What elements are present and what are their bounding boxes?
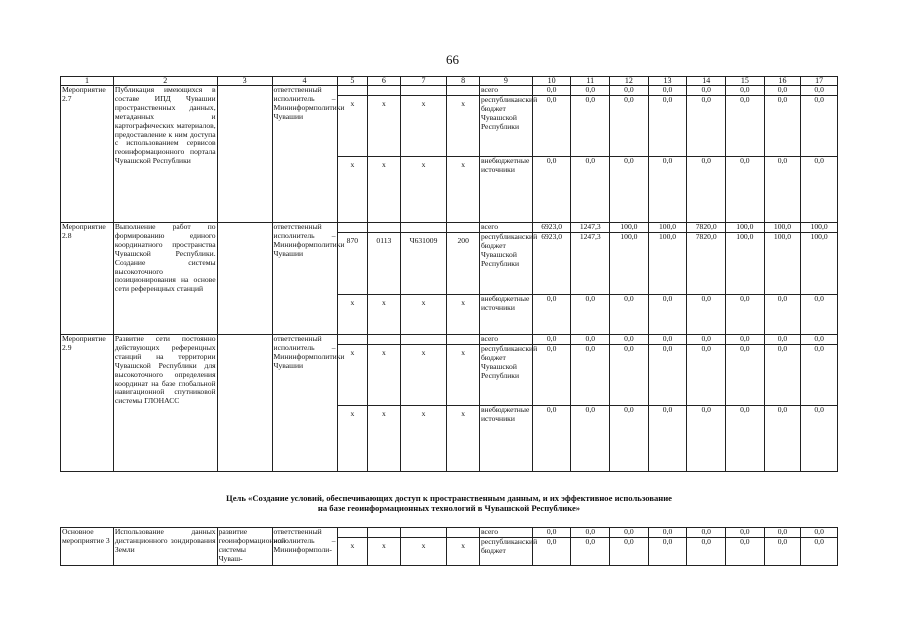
table-row (61, 86, 838, 96)
header-cell: 8 (447, 77, 480, 86)
value-cell: 100,0 (764, 233, 801, 295)
goal-heading-line: на базе геоинформационных технологий в Чувашской Республике» (317, 503, 581, 513)
budget-code-gov: 870 (337, 233, 368, 295)
table-row (61, 528, 838, 538)
empty-cell (337, 223, 368, 233)
value-cell: 0,0 (648, 528, 687, 538)
x-mark: x (400, 406, 447, 472)
value-cell: 0,0 (726, 157, 765, 223)
empty-cell (400, 528, 447, 538)
value-cell: 100,0 (648, 233, 687, 295)
value-cell: 0,0 (687, 345, 726, 406)
x-mark: x (337, 96, 368, 157)
value-cell: 0,0 (610, 406, 649, 472)
value-cell: 0,0 (610, 86, 649, 96)
empty-cell (400, 335, 447, 345)
value-cell: 0,0 (532, 345, 571, 406)
x-mark: x (368, 96, 401, 157)
value-cell: 0,0 (801, 538, 838, 566)
value-cell: 0,0 (648, 538, 687, 566)
x-mark: x (368, 295, 401, 335)
value-cell: 0,0 (610, 528, 649, 538)
value-cell: 1247,3 (571, 223, 610, 233)
value-cell: 0,0 (532, 335, 571, 345)
value-cell: 0,0 (648, 86, 687, 96)
table-row (61, 223, 838, 233)
source-label: внебюджетные источники (479, 157, 532, 223)
x-mark: x (337, 295, 368, 335)
value-cell: 0,0 (571, 345, 610, 406)
x-mark: x (337, 406, 368, 472)
value-cell: 0,0 (571, 86, 610, 96)
value-cell: 0,0 (532, 538, 571, 566)
budget-code-section: 0113 (368, 233, 401, 295)
value-cell: 0,0 (801, 528, 838, 538)
x-mark: x (368, 345, 401, 406)
empty-cell (447, 86, 480, 96)
source-label: внебюджетные источники (479, 295, 532, 335)
event-responsible: ответственный исполнитель – Мининформполи- (272, 528, 337, 566)
x-mark: x (447, 157, 480, 223)
value-cell: 0,0 (764, 86, 801, 96)
event-goal: развитие геоинформационной системы Чуваш- (217, 528, 272, 566)
value-cell: 0,0 (726, 528, 765, 538)
value-cell: 0,0 (687, 295, 726, 335)
x-mark: x (400, 96, 447, 157)
x-mark: x (400, 157, 447, 223)
header-cell: 9 (479, 77, 532, 86)
value-cell: 0,0 (648, 335, 687, 345)
value-cell: 0,0 (610, 538, 649, 566)
value-cell: 0,0 (532, 406, 571, 472)
source-label: всего (479, 335, 532, 345)
header-cell: 10 (532, 77, 571, 86)
value-cell: 0,0 (764, 345, 801, 406)
value-cell: 0,0 (687, 86, 726, 96)
value-cell: 0,0 (532, 528, 571, 538)
header-cell: 7 (400, 77, 447, 86)
program-table (60, 76, 838, 472)
x-mark: x (368, 538, 401, 566)
event-goal (217, 335, 272, 472)
empty-cell (400, 223, 447, 233)
value-cell: 0,0 (726, 295, 765, 335)
header-cell: 12 (610, 77, 649, 86)
event-responsible: ответственный исполнитель – Мининформполитики Чувашии (272, 223, 337, 335)
value-cell: 0,0 (687, 96, 726, 157)
empty-cell (337, 528, 368, 538)
value-cell: 0,0 (687, 335, 726, 345)
value-cell: 0,0 (532, 96, 571, 157)
x-mark: x (337, 538, 368, 566)
header-cell: 2 (113, 77, 217, 86)
value-cell: 6923,0 (532, 223, 571, 233)
value-cell: 0,0 (801, 157, 838, 223)
value-cell: 0,0 (610, 345, 649, 406)
value-cell: 0,0 (571, 528, 610, 538)
value-cell: 7820,0 (687, 223, 726, 233)
value-cell: 100,0 (610, 223, 649, 233)
source-label: республиканский бюджет Чувашской Республики (479, 345, 532, 406)
value-cell: 100,0 (801, 223, 838, 233)
value-cell: 0,0 (648, 295, 687, 335)
header-cell: 16 (764, 77, 801, 86)
empty-cell (368, 223, 401, 233)
value-cell: 100,0 (648, 223, 687, 233)
event-title: Развитие сети постоянно действующих референцных станций на территории Чувашской Республики для высокоточного определения координат на базе глобальной навигационной спутниковой системы ГЛОНАСС (113, 335, 217, 472)
value-cell: 0,0 (764, 528, 801, 538)
x-mark: x (447, 406, 480, 472)
x-mark: x (400, 345, 447, 406)
value-cell: 0,0 (532, 86, 571, 96)
value-cell: 0,0 (532, 295, 571, 335)
value-cell: 0,0 (764, 96, 801, 157)
value-cell: 0,0 (726, 96, 765, 157)
x-mark: x (337, 157, 368, 223)
value-cell: 0,0 (801, 345, 838, 406)
empty-cell (400, 86, 447, 96)
value-cell: 0,0 (801, 86, 838, 96)
event-title: Использование данных дистанционного зондирования Земли (113, 528, 217, 566)
event-responsible: ответственный исполнитель – Мининформполитики Чувашии (272, 335, 337, 472)
x-mark: x (368, 157, 401, 223)
value-cell: 0,0 (610, 96, 649, 157)
x-mark: x (447, 538, 480, 566)
value-cell: 0,0 (726, 86, 765, 96)
value-cell: 0,0 (571, 96, 610, 157)
value-cell: 0,0 (610, 335, 649, 345)
event-goal (217, 86, 272, 223)
header-cell: 4 (272, 77, 337, 86)
event-code: Мероприятие 2.9 (61, 335, 114, 472)
source-label: республиканский бюджет Чувашской Республики (479, 96, 532, 157)
event-code: Мероприятие 2.7 (61, 86, 114, 223)
x-mark: x (400, 538, 447, 566)
value-cell: 1247,3 (571, 233, 610, 295)
x-mark: x (400, 295, 447, 335)
value-cell: 0,0 (726, 406, 765, 472)
goal-heading (90, 493, 808, 513)
value-cell: 0,0 (532, 157, 571, 223)
empty-cell (368, 335, 401, 345)
value-cell: 0,0 (764, 406, 801, 472)
value-cell: 0,0 (764, 157, 801, 223)
event-title: Публикация имеющихся в составе ИПД Чувашии пространственных данных, метаданных и картографических материалов, предоставление к ним доступа с использованием сервисов геоинформационного портала Чувашской Республики (113, 86, 217, 223)
value-cell: 100,0 (610, 233, 649, 295)
event-code: Мероприятие 2.8 (61, 223, 114, 335)
header-cell: 13 (648, 77, 687, 86)
source-label: всего (479, 86, 532, 96)
value-cell: 0,0 (726, 335, 765, 345)
x-mark: x (447, 345, 480, 406)
source-label: внебюджетные источники (479, 406, 532, 472)
value-cell: 0,0 (801, 406, 838, 472)
empty-cell (337, 86, 368, 96)
value-cell: 100,0 (801, 233, 838, 295)
value-cell: 0,0 (687, 406, 726, 472)
header-cell: 5 (337, 77, 368, 86)
header-cell: 3 (217, 77, 272, 86)
value-cell: 0,0 (687, 157, 726, 223)
header-cell: 11 (571, 77, 610, 86)
value-cell: 0,0 (764, 295, 801, 335)
value-cell: 0,0 (571, 406, 610, 472)
value-cell: 0,0 (571, 157, 610, 223)
table-row (61, 335, 838, 345)
x-mark: x (368, 406, 401, 472)
value-cell: 100,0 (726, 233, 765, 295)
event-title: Выполнение работ по формированию единого координатного пространства Чувашской Республики. Создание системы высокоточного позиционирования на основе сети референцных станций (113, 223, 217, 335)
program-table-continued (60, 527, 838, 566)
value-cell: 100,0 (726, 223, 765, 233)
header-cell: 14 (687, 77, 726, 86)
value-cell: 100,0 (764, 223, 801, 233)
value-cell: 0,0 (571, 538, 610, 566)
value-cell: 0,0 (687, 528, 726, 538)
empty-cell (447, 335, 480, 345)
value-cell: 0,0 (726, 345, 765, 406)
goal-heading-line: Цель «Создание условий, обеспечивающих доступ к пространственным данным, и их эффективное использование (226, 493, 672, 503)
empty-cell (368, 528, 401, 538)
x-mark: x (447, 295, 480, 335)
value-cell: 0,0 (801, 295, 838, 335)
value-cell: 0,0 (687, 538, 726, 566)
source-label: всего (479, 528, 532, 538)
empty-cell (337, 335, 368, 345)
x-mark: x (447, 96, 480, 157)
budget-code-target: Ч631009 (400, 233, 447, 295)
event-code: Основное мероприятие 3 (61, 528, 114, 566)
budget-code-type: 200 (447, 233, 480, 295)
value-cell: 0,0 (764, 538, 801, 566)
source-label: республиканский бюджет (479, 538, 532, 566)
value-cell: 0,0 (764, 335, 801, 345)
empty-cell (447, 528, 480, 538)
empty-cell (368, 86, 401, 96)
value-cell: 0,0 (648, 345, 687, 406)
header-cell: 6 (368, 77, 401, 86)
x-mark: x (337, 345, 368, 406)
value-cell: 0,0 (726, 538, 765, 566)
source-label: всего (479, 223, 532, 233)
value-cell: 0,0 (801, 96, 838, 157)
header-cell: 17 (801, 77, 838, 86)
source-label: республиканский бюджет Чувашской Республики (479, 233, 532, 295)
page-number: 66 (446, 52, 459, 67)
value-cell: 0,0 (571, 335, 610, 345)
value-cell: 7820,0 (687, 233, 726, 295)
value-cell: 0,0 (610, 295, 649, 335)
value-cell: 0,0 (610, 157, 649, 223)
value-cell: 0,0 (801, 335, 838, 345)
value-cell: 0,0 (571, 295, 610, 335)
empty-cell (447, 223, 480, 233)
value-cell: 0,0 (648, 157, 687, 223)
value-cell: 0,0 (648, 406, 687, 472)
header-cell: 15 (726, 77, 765, 86)
value-cell: 0,0 (648, 96, 687, 157)
header-cell: 1 (61, 77, 114, 86)
value-cell: 6923,0 (532, 233, 571, 295)
event-goal (217, 223, 272, 335)
event-responsible: ответственный исполнитель – Мининформполитики Чувашии (272, 86, 337, 223)
